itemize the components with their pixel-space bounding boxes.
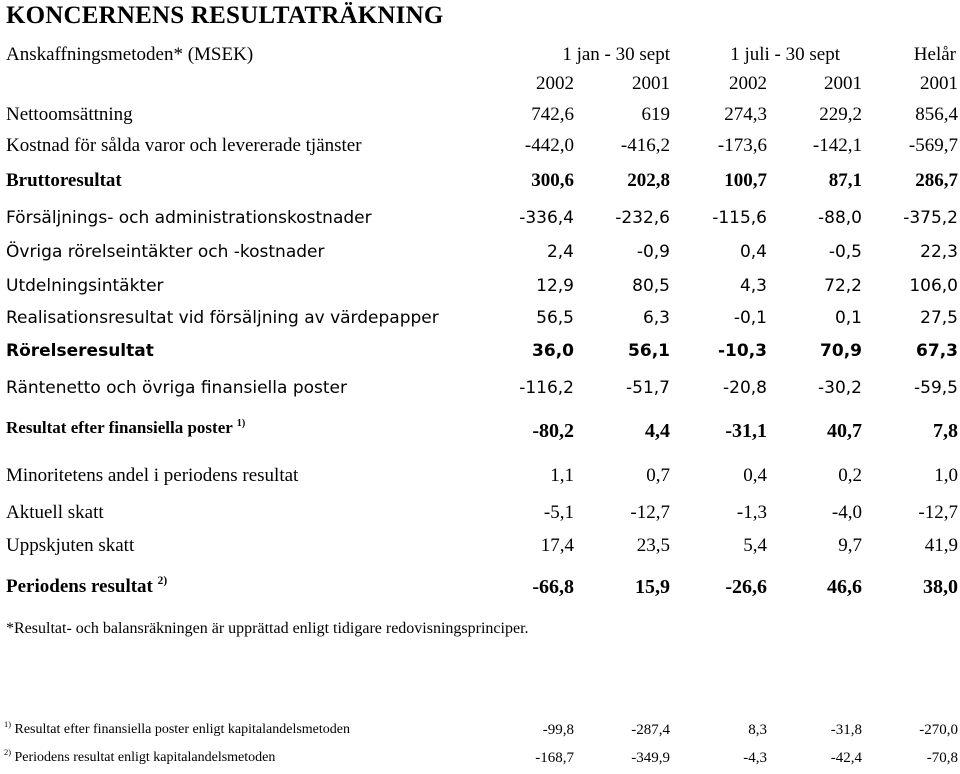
cell: -80,2 [532,420,574,442]
cell: 856,4 [915,104,958,125]
cell: -168,7 [535,750,574,766]
row-label: Aktuell skatt [6,502,104,523]
cell: -42,4 [830,750,862,766]
cell: 67,3 [916,341,958,361]
cell: 106,0 [909,276,958,296]
year-col-4: 2001 [824,73,862,94]
page-title: KONCERNENS RESULTATRÄKNING [6,2,444,29]
cell: 56,5 [536,308,574,328]
cell: -115,6 [712,208,767,228]
cell: -12,7 [630,502,670,523]
year-col-3: 2002 [729,73,767,94]
footnote-row [0,750,960,774]
year-col-2: 2001 [632,73,670,94]
header-period-1: 1 jan - 30 sept [562,44,670,65]
footnote-marker: 2) [157,575,168,588]
cell: 7,8 [933,420,958,442]
cell: 5,4 [743,535,767,556]
cell: 619 [641,104,670,125]
footnote-marker: 2) [4,748,11,758]
footnote-label: $^{1)}$ Resultat efter finansiella poster enligt kapitalandelsmetoden [4,720,350,737]
year-col-1: 2002 [536,73,574,94]
header-years-row [0,73,960,103]
cell: -31,1 [725,420,767,442]
cell: -10,3 [718,341,767,361]
cell: -1,3 [736,502,767,523]
cell: -142,1 [812,135,862,156]
cell: -569,7 [908,135,958,156]
cell: 100,7 [724,170,767,191]
cell: 9,7 [838,535,862,556]
cell: 87,1 [828,170,862,191]
cell: 742,6 [531,104,574,125]
cell: -0,9 [636,242,670,262]
cell: -0,5 [828,242,862,262]
row-label: Realisationsresultat vid försäljning av värdepapper [6,308,439,328]
header-period-2: 1 juli - 30 sept [730,44,840,65]
accounting-note: *Resultat- och balansräkningen är upprättad enligt tidigare redovisningsprinciper. [6,620,529,637]
cell: 229,2 [819,104,862,125]
footnote-marker: 1) [4,720,11,730]
cell: 1,0 [934,465,958,486]
cell: 41,9 [924,535,958,556]
cell: 17,4 [540,535,574,556]
table-row-total [0,576,960,606]
cell: -349,9 [631,750,670,766]
row-label: Rörelseresultat [6,341,154,361]
cell: 22,3 [920,242,958,262]
cell: -26,6 [725,576,767,598]
cell: 23,5 [636,535,670,556]
cell: 1,1 [550,465,574,486]
table-row [0,276,960,306]
table-row-subtotal [0,418,960,448]
row-label: Resultat efter finansiella poster $^{1)}$ [6,417,246,437]
cell: -31,8 [830,722,862,738]
header-row [0,44,960,74]
cell: 4,4 [645,420,670,442]
table-row [0,242,960,272]
cell: 8,3 [748,722,767,738]
cell: 274,3 [724,104,767,125]
footnote-marker: 1) [236,417,246,429]
cell: -66,8 [532,576,574,598]
cell: 0,4 [739,242,767,262]
table-row [0,135,960,165]
cell: 0,7 [646,465,670,486]
cell: -232,6 [615,208,670,228]
cell: 6,3 [642,308,670,328]
table-row [0,208,960,238]
cell: 300,6 [531,170,574,191]
cell: -4,3 [743,750,767,766]
table-row-subtotal [0,170,960,200]
row-label: Utdelningsintäkter [6,276,164,296]
cell: 0,4 [743,465,767,486]
cell: 4,3 [739,276,767,296]
cell: -116,2 [519,378,574,398]
table-row [0,104,960,134]
cell: -173,6 [717,135,767,156]
cell: -12,7 [918,502,958,523]
cell: -51,7 [626,378,670,398]
table-row [0,308,960,338]
cell: -4,0 [831,502,862,523]
cell: 36,0 [532,341,574,361]
cell: 80,5 [632,276,670,296]
cell: -30,2 [818,378,862,398]
footnote-row [0,722,960,746]
header-label: Anskaffningsmetoden* (MSEK) [6,44,254,65]
cell: 46,6 [827,576,862,598]
row-label: Försäljnings- och administrationskostnader [6,208,372,228]
cell: 40,7 [827,420,862,442]
cell: 12,9 [536,276,574,296]
table-row [0,535,960,565]
cell: 27,5 [920,308,958,328]
cell: -336,4 [519,208,574,228]
row-label: Uppskjuten skatt [6,535,135,556]
cell: 72,2 [824,276,862,296]
table-row [0,465,960,495]
cell: 15,9 [635,576,670,598]
cell: -442,0 [524,135,574,156]
row-label: Övriga rörelseintäkter och -kostnader [6,242,325,262]
row-label: Minoritetens andel i periodens resultat [6,465,299,486]
row-label: Räntenetto och övriga finansiella poster [6,378,347,398]
cell: -270,0 [919,722,958,738]
cell: -5,1 [543,502,574,523]
cell: -0,1 [733,308,767,328]
cell: -99,8 [542,722,574,738]
cell: 0,2 [838,465,862,486]
table-row [0,502,960,532]
cell: -70,8 [926,750,958,766]
cell: -20,8 [723,378,767,398]
row-label: Kostnad för sålda varor och levererade tjänster [6,135,362,156]
cell: 38,0 [923,576,958,598]
row-label: Periodens resultat $^{2)}$ [6,575,168,597]
table-row [0,378,960,408]
cell: 286,7 [915,170,958,191]
cell: -88,0 [818,208,862,228]
cell: -59,5 [914,378,958,398]
cell: 56,1 [628,341,670,361]
cell: 0,1 [834,308,862,328]
header-period-3: Helår [913,44,956,65]
table-row-subtotal [0,341,960,371]
year-col-5: 2001 [920,73,958,94]
cell: -375,2 [903,208,958,228]
cell: -416,2 [620,135,670,156]
cell: -287,4 [631,722,670,738]
cell: 202,8 [627,170,670,191]
row-label: Bruttoresultat [6,170,122,191]
cell: 2,4 [546,242,574,262]
cell: 70,9 [820,341,862,361]
footnote-label: $^{2)}$ Periodens resultat enligt kapitalandelsmetoden [4,748,276,765]
row-label: Nettoomsättning [6,104,133,125]
